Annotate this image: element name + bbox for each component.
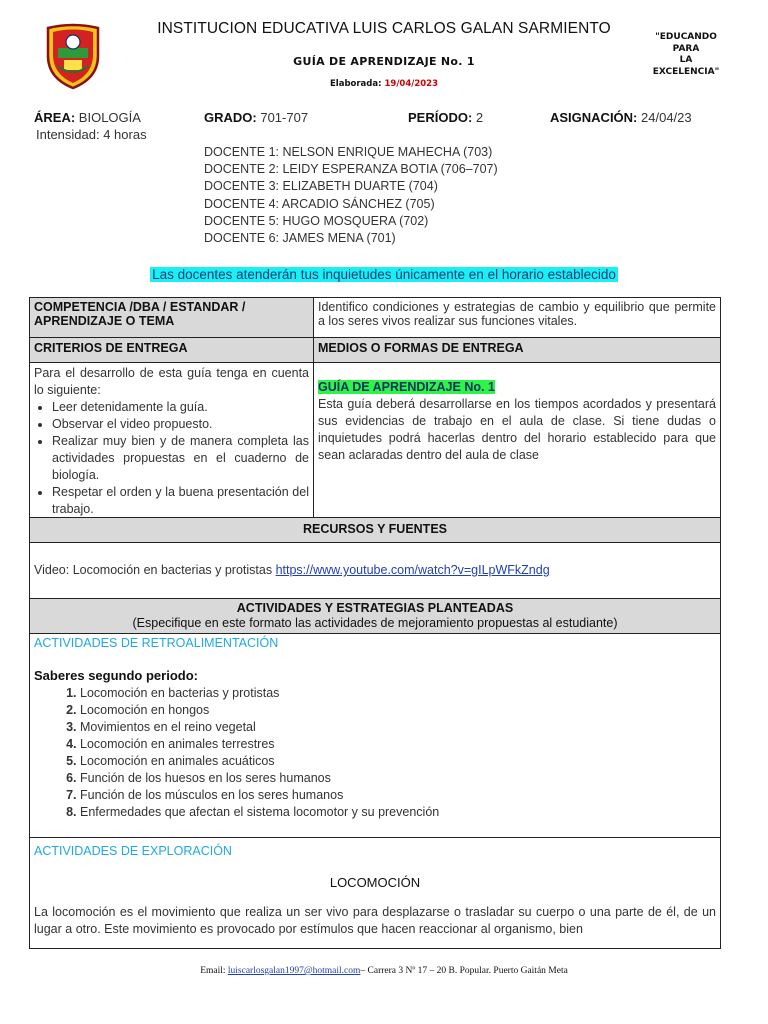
school-motto bbox=[636, 32, 736, 78]
saber-item: 6. Función de los huesos en los seres humanos bbox=[80, 770, 716, 787]
criterios-label: CRITERIOS DE ENTREGA bbox=[30, 338, 314, 362]
actividades-header bbox=[30, 599, 720, 633]
medios-highlight: GUÍA DE APRENDIZAJE No. 1 bbox=[318, 380, 495, 394]
notice-text: Las docentes atenderán tus inquietudes únicamente en el horario establecido bbox=[152, 267, 616, 282]
medios-content bbox=[314, 363, 720, 517]
criterios-intro: Para el desarrollo de esta guía tenga en cuenta lo siguiente: bbox=[34, 366, 309, 397]
periodo-field bbox=[408, 110, 483, 125]
motto-line: LA bbox=[679, 55, 693, 65]
page-footer bbox=[0, 966, 768, 976]
criterios-content bbox=[30, 363, 314, 517]
docente-item: DOCENTE 3: ELIZABETH DUARTE (704) bbox=[204, 179, 438, 194]
docentes-list bbox=[204, 144, 498, 247]
retro-label: ACTIVIDADES DE RETROALIMENTACIÓN bbox=[34, 636, 279, 650]
saber-item: 1. Locomoción en bacterias y protistas bbox=[80, 685, 716, 702]
retro-section bbox=[30, 634, 720, 837]
list-item: • Realizar muy bien y de manera completa las actividades propuestas en el cuaderno de biología. bbox=[52, 433, 309, 484]
school-name: INSTITUCION EDUCATIVA LUIS CARLOS GALAN SARMIENTO bbox=[157, 20, 611, 37]
motto-line: EXCELENCIA" bbox=[652, 66, 720, 77]
table-row bbox=[30, 634, 720, 838]
saber-item: 8. Enfermedades que afectan el sistema locomotor y su prevención bbox=[80, 804, 716, 821]
area-value: BIOLOGÍA bbox=[78, 110, 141, 125]
area-label: ÁREA: bbox=[34, 110, 76, 125]
table-row bbox=[30, 599, 720, 634]
docente-item: DOCENTE 6: JAMES MENA (701) bbox=[204, 231, 396, 246]
asignacion-field bbox=[550, 110, 692, 125]
saber-item: 7. Función de los músculos en los seres humanos bbox=[80, 787, 716, 804]
actividades-label: ACTIVIDADES Y ESTRATEGIAS PLANTEADAS bbox=[236, 601, 514, 615]
list-item: • Respetar el orden y la buena presentación del trabajo. bbox=[52, 484, 309, 518]
grado-field bbox=[204, 110, 308, 125]
locomocion-text: La locomoción es el movimiento que realiza un ser vivo para desplazarse o trasladar su cuerpo o una parte de él, de un lugar a otro. Este movimiento es provocado por estímulos que hacen reaccionar al organismo, bien bbox=[34, 905, 716, 936]
elaborada-date: 19/04/2023 bbox=[384, 79, 439, 89]
docente-item: DOCENTE 1: NELSON ENRIQUE MAHECHA (703) bbox=[204, 145, 493, 159]
locomocion-title: LOCOMOCIÓN bbox=[329, 875, 421, 890]
video-line bbox=[30, 543, 720, 598]
intensidad: Intensidad: 4 horas bbox=[36, 127, 147, 142]
table-row bbox=[30, 363, 720, 518]
saber-item: 4. Locomoción en animales terrestres bbox=[80, 736, 716, 753]
table-row bbox=[30, 338, 720, 363]
saber-item: 2. Locomoción en hongos bbox=[80, 702, 716, 719]
table-row bbox=[30, 543, 720, 599]
periodo-value: 2 bbox=[475, 110, 484, 125]
list-item: • Leer detenidamente la guía. bbox=[52, 399, 309, 416]
table-row bbox=[30, 298, 720, 338]
footer-address: – Carrera 3 Nº 17 – 20 B. Popular. Puerto Gaitán Meta bbox=[360, 966, 568, 976]
elaborada-line bbox=[0, 79, 768, 89]
footer-email-label: Email: bbox=[200, 966, 228, 976]
list-item: • Observar el video propuesto. bbox=[52, 416, 309, 433]
periodo-label: PERÍODO: bbox=[408, 110, 473, 125]
video-label: Video: Locomoción en bacterias y protistas bbox=[34, 563, 276, 577]
saber-item: 3. Movimientos en el reino vegetal bbox=[80, 719, 716, 736]
medios-label: MEDIOS O FORMAS DE ENTREGA bbox=[314, 338, 720, 362]
video-link[interactable]: https://www.youtube.com/watch?v=gILpWFkZndg bbox=[275, 563, 550, 577]
saberes-title: Saberes segundo periodo: bbox=[34, 668, 198, 683]
guide-title: GUÍA DE APRENDIZAJE No. 1 bbox=[293, 55, 475, 68]
medios-text: Esta guía deberá desarrollarse en los tiempos acordados y presentará sus evidencias de trabajo en el aula de clase. Si tiene dudas o inquietudes podrá hacerlas dentro del horario establecido para que sean aclaradas dentro del aula de clase bbox=[318, 397, 716, 462]
grado-value: 701-707 bbox=[260, 110, 309, 125]
asignacion-label: ASIGNACIÓN: bbox=[550, 110, 638, 125]
docente-item: DOCENTE 2: LEIDY ESPERANZA BOTIA (706–707) bbox=[204, 162, 498, 177]
actividades-sub: (Especifique en este formato las actividades de mejoramiento propuestas al estudiante) bbox=[132, 616, 618, 630]
motto-line: "EDUCANDO bbox=[655, 32, 717, 42]
guide-table bbox=[29, 297, 721, 949]
elaborada-label: Elaborada: bbox=[329, 79, 382, 89]
motto-line: PARA bbox=[672, 43, 700, 54]
recursos-label: RECURSOS Y FUENTES bbox=[302, 522, 447, 536]
area-field bbox=[34, 110, 141, 125]
exploracion-section bbox=[30, 838, 720, 948]
footer-email-link[interactable]: luiscarlosgalan1997@hotmail.com bbox=[227, 966, 361, 976]
notice-line bbox=[0, 264, 768, 283]
docente-item: DOCENTE 5: HUGO MOSQUERA (702) bbox=[204, 213, 429, 228]
grado-label: GRADO: bbox=[204, 110, 257, 125]
competencia-label: COMPETENCIA /DBA / ESTANDAR / APRENDIZAJE O TEMA bbox=[30, 298, 314, 337]
competencia-value: Identifico condiciones y estrategias de cambio y equilibrio que permite a los seres vivos realizar sus funciones vitales. bbox=[318, 300, 716, 328]
saber-item: 5. Locomoción en animales acuáticos bbox=[80, 753, 716, 770]
docente-item: DOCENTE 4: ARCADIO SÁNCHEZ (705) bbox=[204, 196, 435, 211]
table-row bbox=[30, 518, 720, 543]
table-row bbox=[30, 838, 720, 948]
asignacion-value: 24/04/23 bbox=[641, 110, 692, 125]
exploracion-label: ACTIVIDADES DE EXPLORACIÓN bbox=[34, 844, 232, 858]
